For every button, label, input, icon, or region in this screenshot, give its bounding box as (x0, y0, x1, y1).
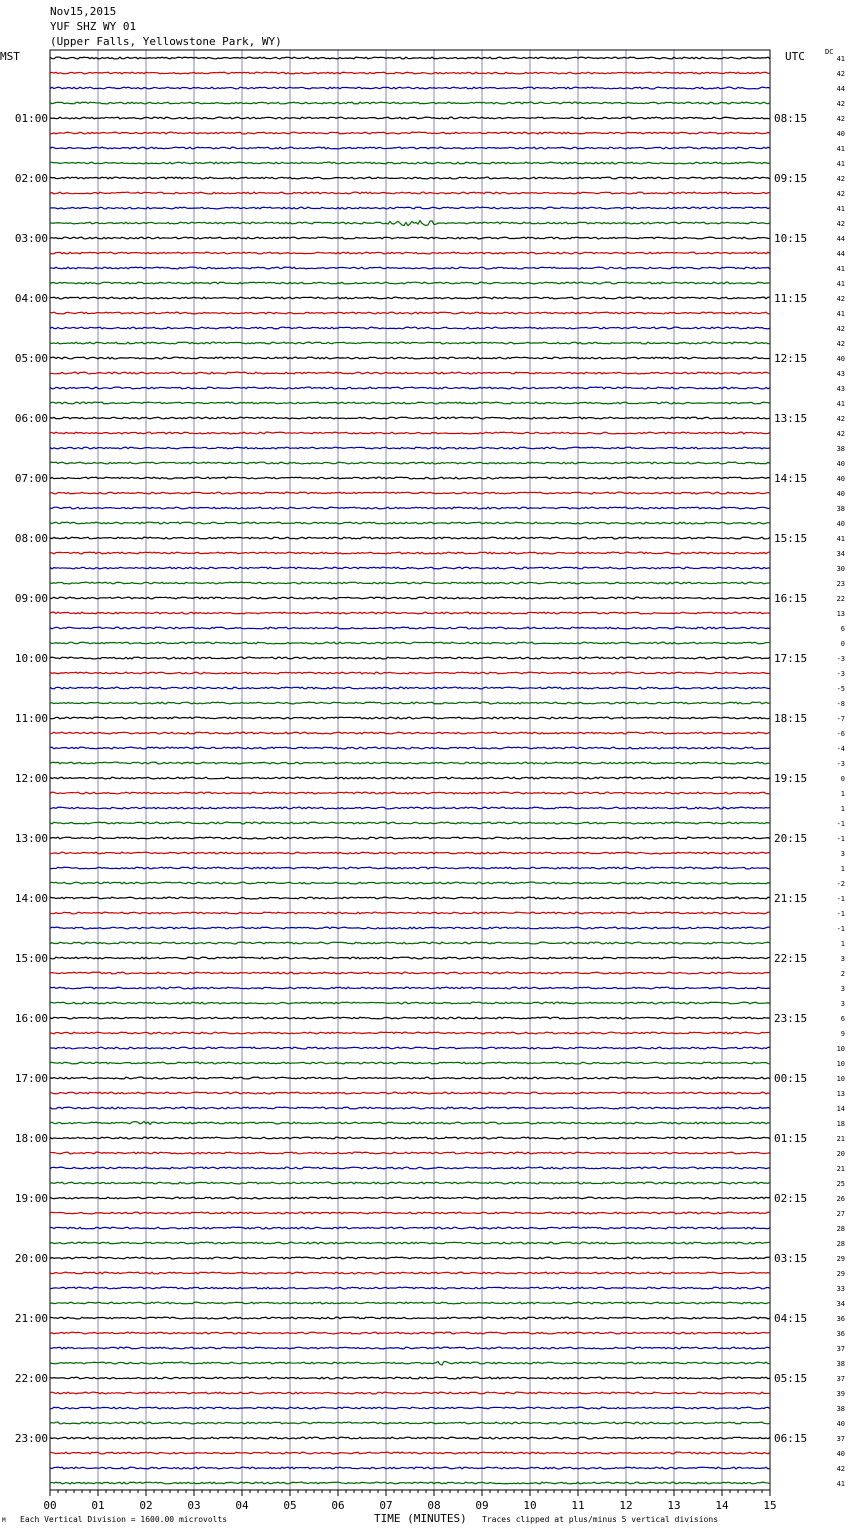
dc-offset-label: 20 (836, 1150, 845, 1158)
dc-offset-label: 41 (836, 205, 845, 213)
trace-line (50, 1377, 770, 1379)
trace-line (50, 1107, 770, 1109)
trace-line (50, 432, 770, 434)
dc-offset-label: 21 (836, 1165, 845, 1173)
dc-offset-label: 1 (840, 865, 845, 873)
dc-offset-label: 42 (836, 220, 845, 228)
scale-note: Each Vertical Division = 1600.00 microvolts (20, 1515, 228, 1524)
dc-offset-label: 13 (836, 610, 845, 618)
dc-offset-label: 10 (836, 1060, 845, 1068)
trace-line (50, 852, 770, 854)
trace-line (50, 822, 770, 824)
dc-offset-label: 42 (836, 340, 845, 348)
x-tick-label: 04 (235, 1499, 249, 1512)
trace-line (50, 777, 770, 779)
dc-offset-label: 36 (836, 1315, 845, 1323)
trace-line (50, 162, 770, 164)
trace-line (50, 1452, 770, 1454)
trace-line (50, 221, 770, 226)
utc-hour-label: 09:15 (774, 172, 808, 185)
trace-line (50, 57, 770, 59)
trace-line (50, 1017, 770, 1019)
trace-line (50, 1121, 770, 1124)
trace-line (50, 1437, 770, 1439)
utc-hour-label: 00:15 (774, 1072, 808, 1085)
dc-offset-label: 33 (836, 1285, 845, 1293)
trace-line (50, 447, 770, 449)
dc-offset-label: 41 (836, 145, 845, 153)
trace-line (50, 1047, 770, 1049)
mst-hour-label: 02:00 (14, 172, 48, 185)
trace-line (50, 237, 770, 239)
mst-hour-label: 05:00 (14, 352, 48, 365)
utc-hour-label: 11:15 (774, 292, 808, 305)
dc-offset-label: 29 (836, 1255, 845, 1263)
trace-line (50, 642, 770, 644)
utc-hour-label: 12:15 (774, 352, 808, 365)
mst-hour-label: 16:00 (14, 1012, 48, 1025)
dc-offset-label: -2 (836, 880, 845, 888)
dc-offset-label: 28 (836, 1225, 845, 1233)
mst-hour-label: 23:00 (14, 1432, 48, 1445)
dc-offset-label: 39 (836, 1390, 845, 1398)
dc-offset-label: 3 (840, 985, 845, 993)
trace-line (50, 987, 770, 989)
trace-line (50, 87, 770, 89)
trace-line (50, 1092, 770, 1094)
trace-line (50, 627, 770, 629)
trace-line (50, 537, 770, 539)
dc-offset-label: 41 (836, 1480, 845, 1488)
dc-offset-label: 6 (840, 1015, 845, 1023)
dc-offset-label: -3 (836, 760, 845, 768)
dc-offset-label: -6 (836, 730, 845, 738)
dc-offset-label: 42 (836, 1465, 845, 1473)
trace-line (50, 207, 770, 209)
trace-line (50, 1167, 770, 1169)
trace-line (50, 357, 770, 359)
mst-hour-label: 20:00 (14, 1252, 48, 1265)
trace-line (50, 1467, 770, 1469)
trace-line (50, 1332, 770, 1334)
dc-offset-label: -7 (836, 715, 845, 723)
utc-hour-label: 02:15 (774, 1192, 808, 1205)
dc-offset-label: 42 (836, 100, 845, 108)
trace-line (50, 1032, 770, 1034)
x-tick-label: 14 (715, 1499, 729, 1512)
trace-line (50, 1257, 770, 1259)
x-axis-title: TIME (MINUTES) (374, 1512, 467, 1525)
dc-offset-label: 1 (840, 790, 845, 798)
trace-line (50, 72, 770, 74)
trace-line (50, 702, 770, 704)
x-tick-label: 11 (571, 1499, 585, 1512)
trace-line (50, 417, 770, 419)
dc-offset-label: 40 (836, 520, 845, 528)
x-tick-label: 10 (523, 1499, 537, 1512)
mst-hour-label: 07:00 (14, 472, 48, 485)
trace-line (50, 1361, 770, 1365)
trace-line (50, 1287, 770, 1289)
x-tick-label: 03 (187, 1499, 201, 1512)
utc-hour-label: 08:15 (774, 112, 808, 125)
dc-offset-label: 3 (840, 1000, 845, 1008)
trace-line (50, 147, 770, 149)
mst-hour-label: 08:00 (14, 532, 48, 545)
trace-line (50, 1137, 770, 1139)
trace-line (50, 612, 770, 614)
dc-offset-label: 41 (836, 310, 845, 318)
dc-offset-label: -1 (836, 895, 845, 903)
trace-line (50, 1182, 770, 1184)
utc-hour-label: 04:15 (774, 1312, 808, 1325)
trace-line (50, 837, 770, 839)
trace-line (50, 1482, 770, 1484)
trace-line (50, 522, 770, 524)
trace-line (50, 1197, 770, 1199)
trace-line (50, 1212, 770, 1214)
dc-offset-label: -1 (836, 835, 845, 843)
trace-line (50, 597, 770, 599)
mst-hour-label: 04:00 (14, 292, 48, 305)
dc-offset-label: 38 (836, 505, 845, 513)
dc-offset-label: 0 (840, 640, 845, 648)
dc-offset-label: -1 (836, 820, 845, 828)
trace-line (50, 132, 770, 134)
utc-hour-label: 15:15 (774, 532, 808, 545)
utc-hour-label: 21:15 (774, 892, 808, 905)
trace-line (50, 1077, 770, 1079)
dc-offset-label: -5 (836, 685, 845, 693)
utc-hour-label: 14:15 (774, 472, 808, 485)
dc-offset-label: 18 (836, 1120, 845, 1128)
trace-line (50, 1062, 770, 1064)
mst-hour-label: 22:00 (14, 1372, 48, 1385)
trace-line (50, 567, 770, 569)
dc-offset-label: -1 (836, 925, 845, 933)
dc-offset-label: 40 (836, 460, 845, 468)
mst-hour-label: 03:00 (14, 232, 48, 245)
trace-line (50, 462, 770, 464)
x-tick-label: 06 (331, 1499, 345, 1512)
dc-offset-label: 10 (836, 1075, 845, 1083)
dc-offset-label: 42 (836, 115, 845, 123)
corner-mark: M (2, 1517, 6, 1524)
dc-offset-label: 40 (836, 475, 845, 483)
trace-line (50, 882, 770, 884)
trace-line (50, 912, 770, 914)
trace-line (50, 387, 770, 389)
station-location: (Upper Falls, Yellowstone Park, WY) (50, 35, 282, 48)
right-timezone-label: UTC (785, 50, 805, 63)
dc-offset-label: 10 (836, 1045, 845, 1053)
trace-line (50, 762, 770, 764)
trace-line (50, 1317, 770, 1319)
utc-hour-label: 22:15 (774, 952, 808, 965)
utc-hour-label: 20:15 (774, 832, 808, 845)
trace-line (50, 732, 770, 734)
mst-hour-label: 17:00 (14, 1072, 48, 1085)
x-tick-label: 02 (139, 1499, 153, 1512)
dc-offset-label: 29 (836, 1270, 845, 1278)
dc-offset-label: 14 (836, 1105, 845, 1113)
dc-offset-label: 2 (840, 970, 845, 978)
dc-offset-label: 37 (836, 1375, 845, 1383)
x-tick-label: 08 (427, 1499, 441, 1512)
utc-hour-label: 19:15 (774, 772, 808, 785)
utc-hour-label: 13:15 (774, 412, 808, 425)
dc-offset-label: 44 (836, 250, 845, 258)
dc-offset-label: 30 (836, 565, 845, 573)
dc-offset-label: 42 (836, 70, 845, 78)
trace-line (50, 297, 770, 299)
trace-line (50, 867, 770, 869)
dc-offset-label: 41 (836, 535, 845, 543)
utc-hour-label: 10:15 (774, 232, 808, 245)
dc-offset-label: 42 (836, 175, 845, 183)
utc-hour-label: 16:15 (774, 592, 808, 605)
dc-offset-label: 40 (836, 490, 845, 498)
dc-offset-label: 25 (836, 1180, 845, 1188)
dc-offset-label: 42 (836, 415, 845, 423)
trace-line (50, 477, 770, 479)
trace-line (50, 717, 770, 719)
dc-offset-label: 40 (836, 355, 845, 363)
dc-offset-label: 22 (836, 595, 845, 603)
trace-line (50, 102, 770, 104)
dc-offset-label: 42 (836, 430, 845, 438)
trace-line (50, 657, 770, 659)
trace-line (50, 972, 770, 974)
utc-hour-label: 05:15 (774, 1372, 808, 1385)
trace-line (50, 1407, 770, 1409)
trace-line (50, 1242, 770, 1244)
dc-offset-label: 1 (840, 805, 845, 813)
mst-hour-label: 19:00 (14, 1192, 48, 1205)
dc-offset-label: 43 (836, 370, 845, 378)
trace-line (50, 792, 770, 794)
dc-offset-label: 37 (836, 1435, 845, 1443)
dc-offset-label: 44 (836, 85, 845, 93)
dc-offset-label: 0 (840, 775, 845, 783)
trace-line (50, 1392, 770, 1394)
trace-line (50, 327, 770, 329)
dc-offset-label: 26 (836, 1195, 845, 1203)
trace-line (50, 252, 770, 254)
dc-offset-label: 40 (836, 1420, 845, 1428)
trace-line (50, 927, 770, 929)
utc-hour-label: 03:15 (774, 1252, 808, 1265)
trace-line (50, 342, 770, 344)
trace-line (50, 1302, 770, 1304)
dc-offset-label: 41 (836, 265, 845, 273)
mst-hour-label: 21:00 (14, 1312, 48, 1325)
trace-line (50, 192, 770, 194)
dc-offset-label: 3 (840, 955, 845, 963)
dc-offset-label: 42 (836, 190, 845, 198)
mst-hour-label: 09:00 (14, 592, 48, 605)
dc-offset-label: 41 (836, 400, 845, 408)
dc-offset-label: 42 (836, 295, 845, 303)
mst-hour-label: 06:00 (14, 412, 48, 425)
trace-line (50, 372, 770, 374)
trace-line (50, 747, 770, 749)
dc-offset-label: 34 (836, 550, 845, 558)
trace-line (50, 1347, 770, 1349)
trace-line (50, 1227, 770, 1229)
trace-line (50, 312, 770, 314)
mst-hour-label: 18:00 (14, 1132, 48, 1145)
dc-offset-label: 37 (836, 1345, 845, 1353)
dc-offset-label: 21 (836, 1135, 845, 1143)
dc-offset-label: 38 (836, 1405, 845, 1413)
dc-offset-label: -4 (836, 745, 845, 753)
dc-offset-label: 44 (836, 235, 845, 243)
station-code: YUF SHZ WY 01 (50, 20, 137, 33)
dc-offset-label: 28 (836, 1240, 845, 1248)
utc-hour-label: 06:15 (774, 1432, 808, 1445)
dc-offset-label: 40 (836, 1450, 845, 1458)
dc-offset-label: -3 (836, 655, 845, 663)
trace-line (50, 1272, 770, 1274)
trace-line (50, 552, 770, 554)
dc-offset-label: 9 (840, 1030, 845, 1038)
dc-offset-label: 3 (840, 850, 845, 858)
trace-line (50, 672, 770, 674)
trace-line (50, 402, 770, 404)
plot-date: Nov15,2015 (50, 5, 117, 18)
x-tick-label: 00 (43, 1499, 57, 1512)
dc-offset-label: 41 (836, 55, 845, 63)
x-tick-label: 05 (283, 1499, 297, 1512)
mst-hour-label: 10:00 (14, 652, 48, 665)
utc-hour-label: 18:15 (774, 712, 808, 725)
dc-offset-label: 41 (836, 160, 845, 168)
dc-offset-label: -1 (836, 910, 845, 918)
trace-line (50, 687, 770, 689)
mst-hour-label: 01:00 (14, 112, 48, 125)
mst-hour-label: 12:00 (14, 772, 48, 785)
dc-offset-label: 38 (836, 445, 845, 453)
dc-offset-label: 6 (840, 625, 845, 633)
trace-line (50, 582, 770, 584)
utc-hour-label: 23:15 (774, 1012, 808, 1025)
trace-line (50, 1002, 770, 1004)
dc-offset-label: 36 (836, 1330, 845, 1338)
mst-hour-label: 13:00 (14, 832, 48, 845)
dc-offset-label: 38 (836, 1360, 845, 1368)
trace-line (50, 1422, 770, 1424)
dc-offset-label: 40 (836, 130, 845, 138)
dc-offset-label: 23 (836, 580, 845, 588)
dc-offset-label: -8 (836, 700, 845, 708)
trace-line (50, 807, 770, 809)
dc-label: DC (825, 48, 834, 56)
clip-note: Traces clipped at plus/minus 5 vertical divisions (482, 1515, 719, 1524)
trace-line (50, 492, 770, 494)
trace-line (50, 942, 770, 944)
dc-offset-label: 13 (836, 1090, 845, 1098)
x-tick-label: 09 (475, 1499, 489, 1512)
mst-hour-label: 11:00 (14, 712, 48, 725)
trace-line (50, 1152, 770, 1154)
mst-hour-label: 14:00 (14, 892, 48, 905)
trace-line (50, 282, 770, 284)
dc-offset-label: 34 (836, 1300, 845, 1308)
utc-hour-label: 01:15 (774, 1132, 808, 1145)
dc-offset-label: 1 (840, 940, 845, 948)
left-timezone-label: MST (0, 50, 20, 63)
trace-line (50, 897, 770, 899)
x-tick-label: 01 (91, 1499, 105, 1512)
dc-offset-label: 41 (836, 280, 845, 288)
x-tick-label: 12 (619, 1499, 633, 1512)
trace-line (50, 957, 770, 959)
trace-line (50, 267, 770, 269)
trace-line (50, 507, 770, 509)
dc-offset-label: 42 (836, 325, 845, 333)
x-tick-label: 15 (763, 1499, 777, 1512)
x-tick-label: 13 (667, 1499, 681, 1512)
dc-offset-label: 43 (836, 385, 845, 393)
utc-hour-label: 17:15 (774, 652, 808, 665)
x-tick-label: 07 (379, 1499, 393, 1512)
trace-line (50, 177, 770, 179)
mst-hour-label: 15:00 (14, 952, 48, 965)
trace-line (50, 117, 770, 119)
dc-offset-label: -3 (836, 670, 845, 678)
dc-offset-label: 27 (836, 1210, 845, 1218)
